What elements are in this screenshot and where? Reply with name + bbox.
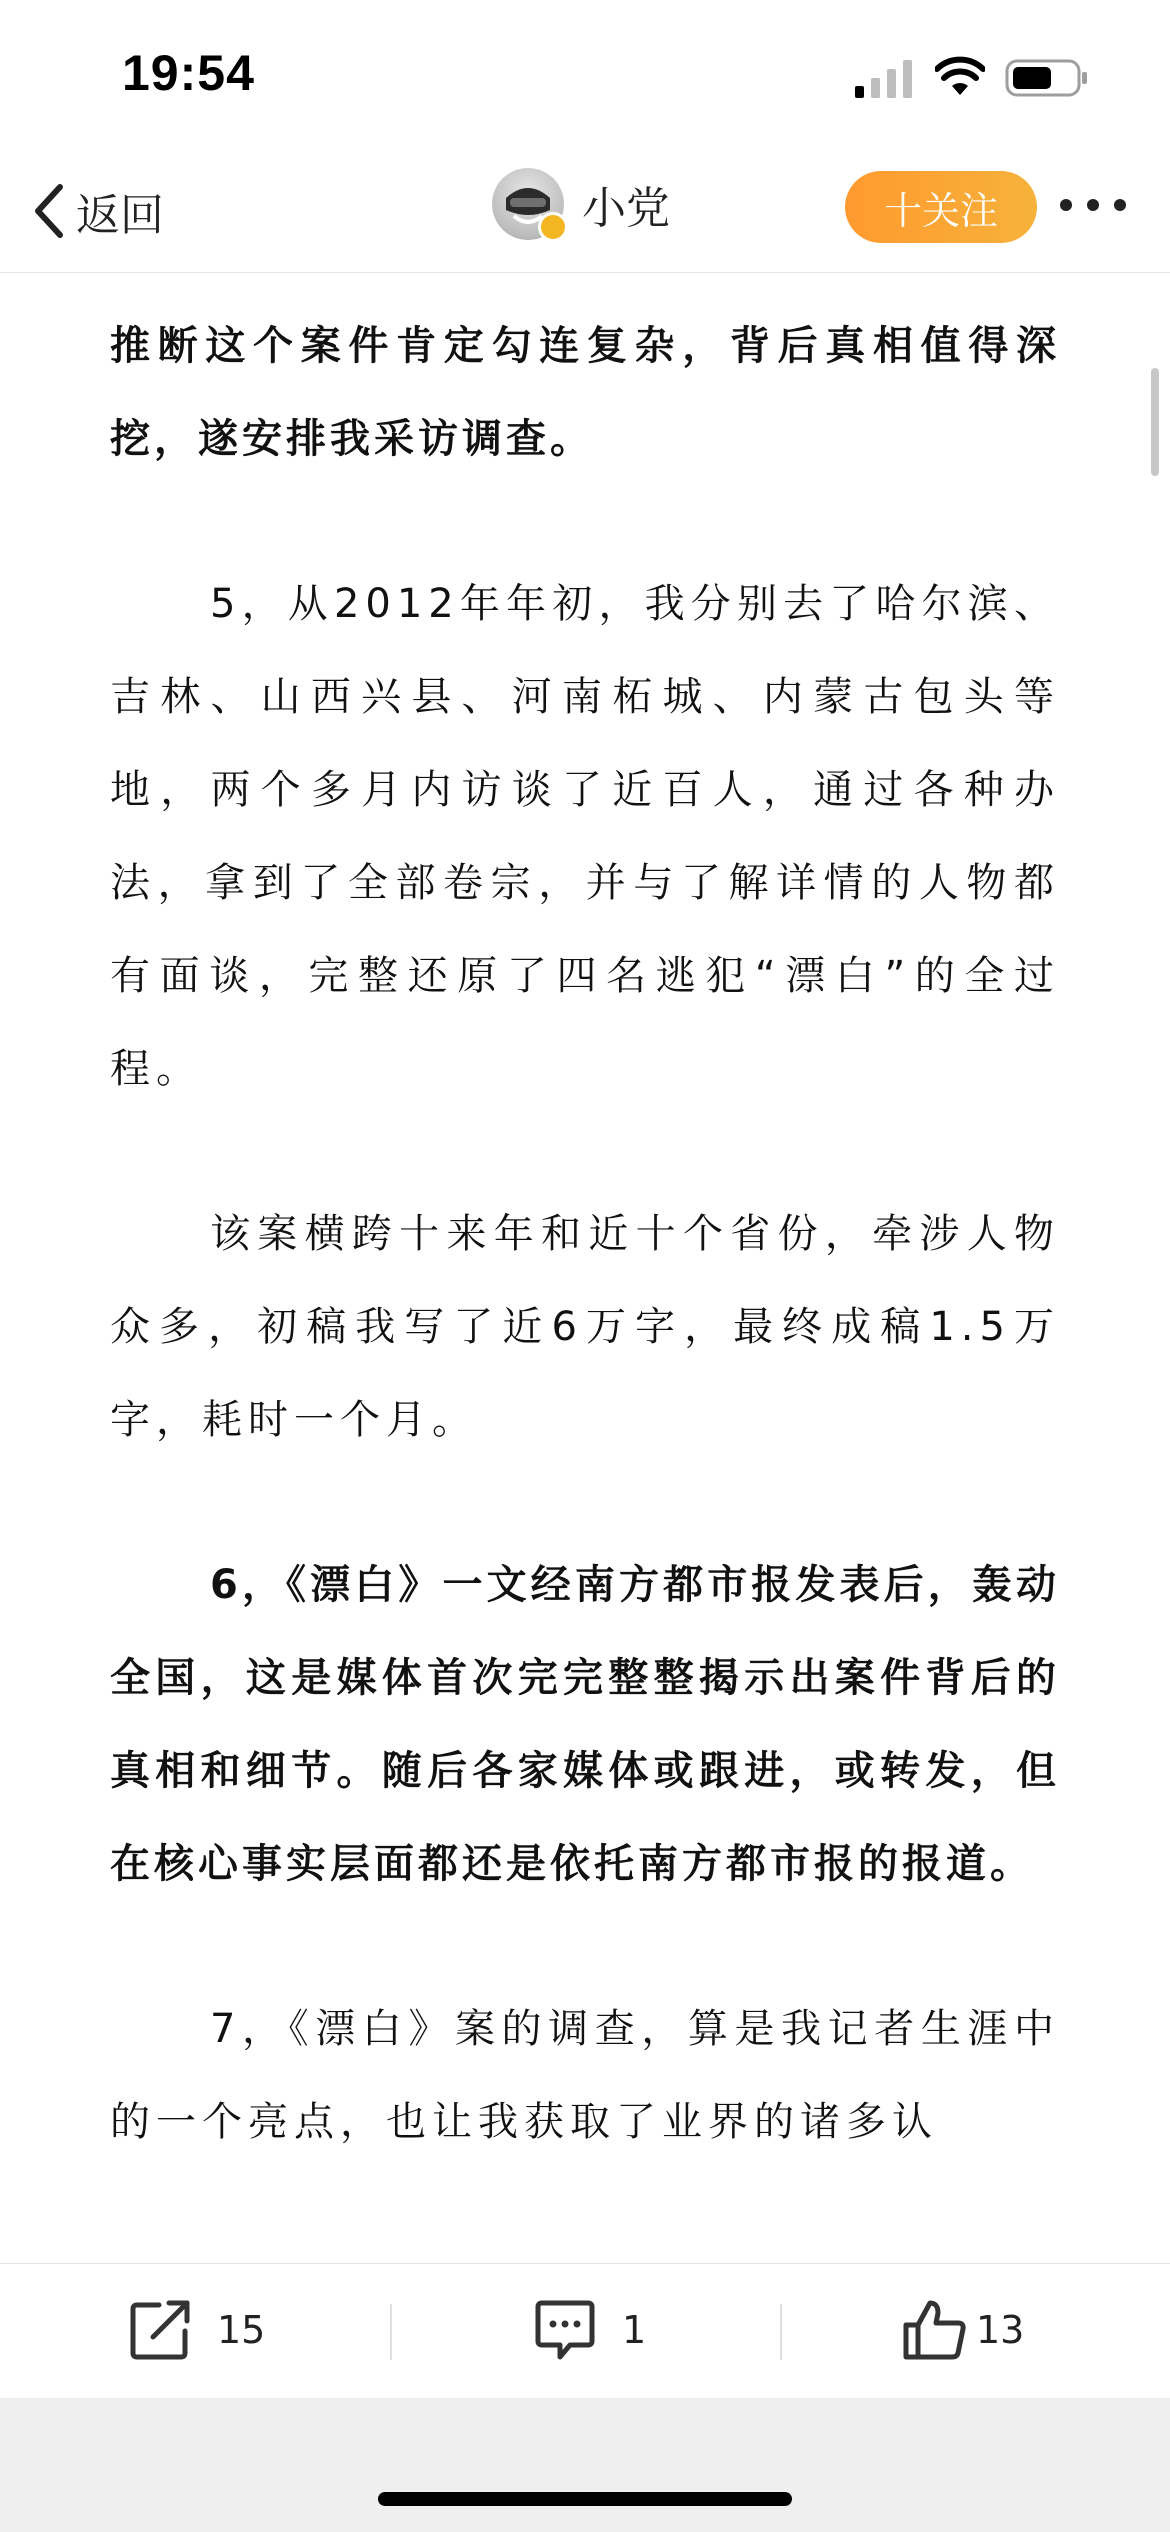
battery-icon (1005, 58, 1090, 98)
share-count: 15 (217, 2308, 266, 2352)
more-options-icon[interactable] (1058, 190, 1128, 220)
share-button[interactable] (125, 2294, 265, 2366)
author-info[interactable] (492, 168, 670, 240)
article-paragraph: 7，《漂白》案的调查，算是我记者生涯中的一个亮点，也让我获取了业界的诸多认 (110, 2006, 1060, 2145)
comment-icon (530, 2295, 600, 2365)
home-indicator[interactable] (378, 2492, 792, 2506)
status-time: 19:54 (122, 45, 255, 101)
share-icon (125, 2295, 195, 2365)
follow-button[interactable]: 十关注 (845, 171, 1037, 243)
verified-badge-icon (538, 212, 568, 242)
bottom-toolbar (0, 2263, 1170, 2399)
article-body (110, 300, 1060, 2241)
comment-button[interactable] (530, 2294, 646, 2366)
chevron-left-icon (30, 181, 68, 241)
back-label: 返回 (76, 190, 164, 241)
home-indicator-area (0, 2398, 1170, 2532)
nav-bar (0, 150, 1170, 273)
status-bar (0, 0, 1170, 150)
toolbar-divider (780, 2304, 782, 2360)
author-name[interactable]: 小党 (582, 183, 670, 234)
wifi-icon (935, 55, 985, 97)
avatar[interactable] (492, 168, 564, 240)
like-button[interactable] (900, 2294, 1024, 2366)
comment-count: 1 (622, 2308, 647, 2352)
cellular-signal-icon (855, 58, 915, 98)
article-paragraph: 推断这个案件肯定勾连复杂，背后真相值得深挖，遂安排我采访调查。 (110, 323, 1060, 462)
article-paragraph: 6，《漂白》一文经南方都市报发表后，轰动全国，这是媒体首次完完整整揭示出案件背后的真相和细节。随后各家媒体或跟进，或转发，但在核心事实层面都还是依托南方都市报的报道。 (110, 1562, 1060, 1887)
back-button[interactable] (30, 178, 164, 244)
like-count: 13 (976, 2308, 1025, 2352)
article-paragraph: 5，从2012年年初，我分别去了哈尔滨、吉林、山西兴县、河南柘城、内蒙古包头等地，两个多月内访谈了近百人，通过各种办法，拿到了全部卷宗，并与了解详情的人物都有面谈，完整还原了四名逃犯“漂白”的全过程。 (110, 581, 1060, 1092)
scroll-indicator[interactable] (1151, 368, 1159, 476)
article-paragraph: 该案横跨十来年和近十个省份，牵涉人物众多，初稿我写了近6万字，最终成稿1.5万字，耗时一个月。 (110, 1211, 1060, 1443)
thumbs-up-icon (900, 2295, 970, 2365)
toolbar-divider (390, 2304, 392, 2360)
